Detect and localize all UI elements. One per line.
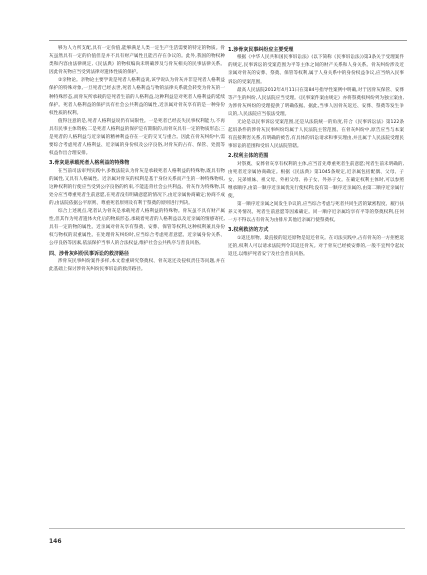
section-heading: 1.涉骨灰民事纠纷应主要受理 — [228, 47, 294, 53]
paragraph: ①返还原物。最直接的返还原物是返还骨灰。在司法实践中,占有骨灰的一方拒绝返还的,权利人可以请求法院判令其返还骨灰。对于骨灰已经被安葬的,一般不宜判令起坟返还,以维护死者安宁及社会善良风俗。 — [228, 235, 404, 257]
paragraph: 够为人力所支配,具有一定价值,能够满足人类一定生产生活需要的特定的物质。骨灰虽然具有一定的价值但是并不具有财产属性且能否存在争议的。此外,我国的物权种类和内容由法律规定,《民法典》的物权编尚未明确涉及与骨灰相关的民事法律关系。因此骨灰物应当受到法律对遗体性质的保护。 — [49, 46, 225, 76]
footer-rule — [49, 528, 405, 529]
section-heading: 四、涉骨灰纠纷民事诉讼的救济路径 — [49, 250, 130, 257]
right-column — [228, 45, 404, 259]
paragraph: 在当前司法审判实践中,多数法院认为骨灰是承载死者人格利益的特殊物,既具有物的属性,又具有人格属性。近亲属对骨灰的权利是基于身份关系而产生的一种特殊物权,这种权利的行使应当受到公序良俗的约束,不能违背社会公共利益。骨灰作为特殊物,其处分应当尊重死者生前意愿,在死者没有明确意愿的情况下,由近亲属协商确定;协商不成的,由法院依据公平原则、尊重死者原则及有利于祭奠的原则进行判决。 — [49, 168, 225, 206]
paragraph: 值得注意的是,死者人格利益说仍有局限性。一是死者已经丧失民事权利能力,不再具有民事主体资格;二是死者人格利益的保护是有期限的,而骨灰具有一定的物质形态;三是死者的人格利益与近亲属的精神利益存在一定的交叉与重合。因此在骨灰纠纷中,需要综合考虑死者人格利益、近亲属的身份权及公序良俗,对骨灰的占有、保管、处置等权益作出合理安排。 — [49, 118, 225, 157]
left-column — [49, 45, 225, 274]
section-heading: 2.权利主体的范围 — [228, 153, 269, 160]
paragraph: ②亲物论。亲物论主要学说是死者人格利益说,该学说认为骨灰并非是死者人格利益保护的特殊对象,一旦死者已经去世,死者人格利益与物的法律关系就会转变为骨灰的一种特殊形态,而骨灰所承载的是死者生前的人格利益,这种利益是对死者人格利益的延续保护。死者人格利益的保护具有社会公共利益的属性,近亲属对骨灰享有的是一种身份权性质的权利。 — [49, 78, 225, 116]
paragraph: 第一顺序近亲属之间发生争议的,应当综合考虑与死者共同生活的紧密程度、履行扶养义务情况、死者生前意愿等因素确定。同一顺序近亲属均享有平等的祭奠权利,任何一方不得以占有骨灰为由排斥其他近亲属行使祭奠权。 — [228, 202, 404, 224]
page-number: 146 — [49, 538, 62, 545]
header-rule — [49, 40, 407, 41]
section-heading: 3.骨灰是承载死者人格利益的特殊物 — [49, 160, 130, 167]
paragraph: 无论是以民事诉讼受案范围,还是从法院统一的角度,符合《民事诉讼法》第122条起诉条件的涉骨灰民事纠纷均属于人民法院主管范围。在骨灰纠纷中,原告应当与本案有直接利害关系,有明确的被告,有具体的诉讼请求和事实理由,并且属于人民法院受理民事诉讼的范围和受诉人民法院管辖。 — [228, 120, 404, 150]
paragraph: 对祭奠、安葬骨灰享有权利的主体,应当首先尊重死者生前意愿;死者生前未明确的,由死者近亲属协商确定。根据《民法典》第1045条规定,近亲属包括配偶、父母、子女、兄弟姐妹、祖父母、外祖父母、孙子女、外孙子女。在确定权利主体时,可以参照继承顺序,由第一顺序近亲属优先行使权利;没有第一顺序近亲属的,由第二顺序近亲属行使。 — [228, 161, 404, 200]
paragraph: 最高人民法院2012年4月11日在第84号指导性案例中明确,对于因骨灰保管、安葬等产生的纠纷,人民法院应当受理。《民事案件案由规定》亦将祭奠权纠纷列为独立案由,为涉骨灰纠纷的受理提供了明确依据。据此,当事人因骨灰返还、安葬、祭奠等发生争议的,人民法院应当依法受理。 — [228, 87, 404, 117]
paragraph: 综合上述观点,笔者认为骨灰是承载死者人格利益的特殊物。骨灰虽不具有财产属性,但其作为死者遗体火化后的物质形态,承载着死者的人格利益以及近亲属的情感寄托,具有一定的物的属性。近亲属对骨灰享有祭奠、安葬、保管等权利,这种权利兼具身份权与物权的双重属性。在处理骨灰纠纷时,应当综合考虑死者意愿、近亲属身份关系、公序良俗等因素,依法保护当事人的合法权益,维护社会公共秩序与善良风俗。 — [49, 209, 225, 247]
paragraph: 根据《中华人民共和国民事诉讼法》(以下简称《民事诉讼法》)第3条关于受理案件的规定,民事诉讼的受案范围为平等主体之间的财产关系和人身关系。骨灰纠纷涉及近亲属对骨灰的安葬、祭奠、保管等权利,属于人身关系中的身份权益争议,应当纳入民事诉讼的受案范围。 — [228, 55, 404, 85]
section-heading: 3.权利救济的方式 — [228, 227, 269, 234]
paragraph: 涉骨灰民事纠纷案件多样,本文着重研究祭奠权、骨灰返还及侵权责任等问题,并在此基础上探讨涉骨灰纠纷民事诉讼的救济路径。 — [49, 258, 225, 272]
